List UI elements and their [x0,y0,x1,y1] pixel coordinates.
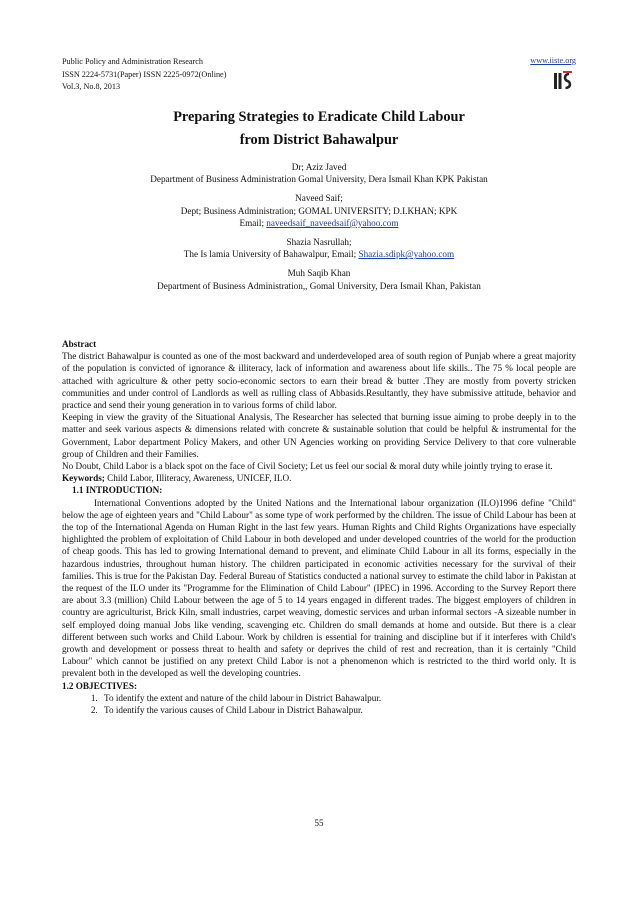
objectives-heading: 1.2 OBJECTIVES: [62,680,138,691]
paper-title [62,106,576,152]
keywords-text: Child Labor, Illiteracy, Awareness, UNICEF, ILO. [104,473,292,484]
list-item: 1. To identify the extent and nature of the child labour in District Bahawalpur. [100,692,576,704]
abstract-paragraph-2: Keeping in view the gravity of the Situational Analysis, The Researcher has selected that burning issue aiming to probe deeply in to the matter and seek various aspects & dimensions related with concrete & sustainable solution that could be helpful & instrumental for the Government, Labor department Policy Makers, and other UN Agencies working on providing Service Delivery to that core vulnerable group of Children and their Families. [62,412,576,459]
author-email-link[interactable]: naveedsaif_naveedsaif@yahoo.com [266,217,399,228]
author-affiliation: Dept; Business Administration; GOMAL UNIVERSITY; D.I.KHAN; KPK [180,205,458,216]
author-name: Shazia Nasrullah; [286,237,352,248]
list-item: 2. To identify the various causes of Child Labour in District Bahawalpur. [100,704,576,716]
author-affiliation: Department of Business Administration Gomal University, Dera Ismail Khan KPK Pakistan [150,174,488,185]
objectives-list [62,692,576,716]
title-line-2: from District Bahawalpur [239,132,399,148]
abstract-heading: Abstract [62,339,97,349]
author-block-2 [62,192,576,229]
author-block-3 [62,236,576,260]
journal-name: Public Policy and Administration Research [62,57,203,66]
author-name: Naveed Saif; [295,193,343,204]
paper-body [62,338,576,716]
author-affiliation: Department of Business Administration,, Gomal University, Dera Ismail Khan, Pakistan [157,280,481,291]
abstract-paragraph-1: The district Bahawalpur is counted as one of the most backward and underdeveloped area of south region of Punjab where a great majority of the population is convicted of ignorance & illiteracy, lack of information and awareness about life skills.. The 75 % local people are attached with agriculture & other petty socio-economic sectors to earn their bread & butter .They are mostly from poverty stricken communities and under control of Landlords as well as rulling class of Abbasids.Resultantly, they have submissive attitude, behavior and practice and send their young generation in to various forms of child labor. [62,351,576,411]
keywords-line [62,472,576,484]
volume-line: Vol.3, No.8, 2013 [62,82,121,92]
author-affiliation [62,248,576,260]
author-name: Muh Saqib Khan [287,268,351,279]
author-email-link[interactable]: Shazia.sdipk@yahoo.com [358,249,455,260]
iiste-logo-icon [552,70,574,92]
title-line-1: Preparing Strategies to Eradicate Child Labour [173,109,465,125]
author-block-1 [62,161,576,185]
keywords-label: Keywords; [62,473,105,484]
affiliation-text: The Is lamia University of Bahawalpur, Email; [183,249,359,260]
introduction-heading: 1.1 INTRODUCTION: [72,485,163,496]
journal-url-link[interactable]: www.iiste.org [530,56,576,65]
issn-line: ISSN 2224-5731(Paper) ISSN 2225-0972(Online) [62,69,227,79]
email-label: Email; [239,217,267,228]
running-header [62,56,226,94]
page-number: 55 [314,818,324,828]
introduction-paragraph: International Conventions adopted by the United Nations and the International labour organization (ILO)1996 define "Child" below the age of eighteen years and "Child Labour" as some type of work performed by the children. The issue of Child Labour has been at the top of the International Agenda on Human Right in the last few years. Human Rights and Child Rights Organizations have especially highlighted the problem of exploitation of Child Labour in both developed and under developed countries of the world for the production of cheap goods. This has led to growing International demand to prevent, and eliminate Child Labour in all its forms, especially in the hazardous industries, throughout human history. The children participated in economic activities necessary for the survival of their families. This is true for the Pakistan Day. Federal Bureau of Statistics conducted a national survey to estimate the child labor in Pakistan at the request of the ILO under its "Programme for the Elimination of Child Labour" (IPEC) in 1996. According to the Survey Report there are about 3.3 (million) Child Labour between the age of 5 to 14 years engaged in different trades. The biggest employers of children in country are agriculturist, Brick Kiln, small industries, carpet weaving, domestic services and urban informal sectors -A sizeable number in self employed doing manual Jobs like vending, scavenging etc. Children do small demands at home and outside. But there is a clear different between such works and Child Labour. Work by children is essential for training and discipline but if it interferes with Child's growth and development or possess threat to health and safety or deprives the child of rest and recreation, than it is certainly "Child Labour" which cannot be justified on any pretext Child Labor is not a phenomenon which is restricted to the third world only. It is prevalent both in the developed as well the developing countries. [62,497,576,679]
author-name: Dr; Aziz Javed [291,162,347,172]
abstract-paragraph-3: No Doubt, Child Labor is a black spot on the face of Civil Society; Let us feel our social & moral duty while jointly trying to erase it. [62,461,553,472]
author-block-4 [62,267,576,291]
author-list [62,161,576,299]
author-email-line [62,217,576,229]
